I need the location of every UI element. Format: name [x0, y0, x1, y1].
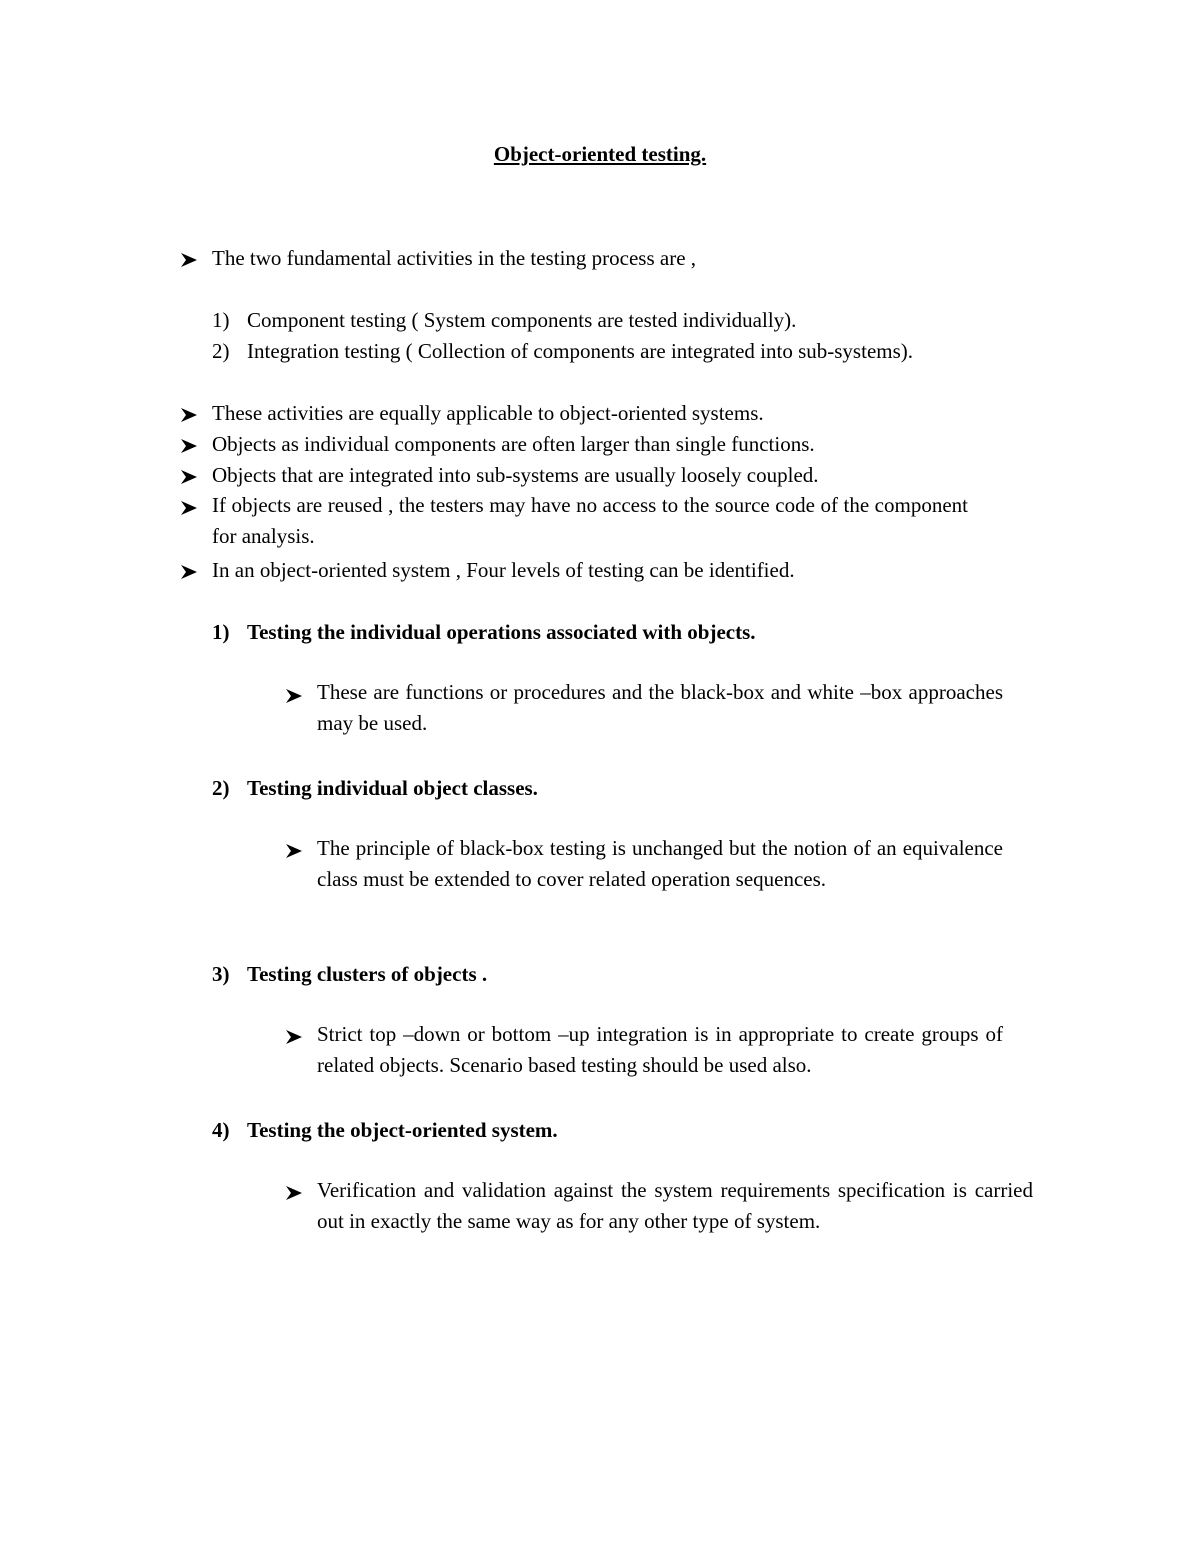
- level-heading: Testing individual object classes.: [247, 776, 538, 800]
- arrow-bullet-icon: [180, 406, 198, 424]
- activity-number: 2): [212, 339, 230, 363]
- activity-text: Integration testing ( Collection of components are integrated into sub-systems).: [247, 339, 914, 363]
- bullet-text: Objects that are integrated into sub-systems are usually loosely coupled.: [212, 463, 819, 487]
- page-title: Object-oriented testing.: [493, 142, 707, 166]
- activity-number: 1): [212, 308, 230, 332]
- level-number: 1): [212, 620, 230, 644]
- arrow-bullet-icon: [180, 437, 198, 455]
- level-detail: Verification and validation against the system requirements specification is carried out in exactly the same way as for any other type of system.: [317, 1178, 1033, 1233]
- level-number: 2): [212, 776, 230, 800]
- activity-text: Component testing ( System components are tested individually).: [247, 308, 797, 332]
- arrow-bullet-icon: [180, 251, 198, 269]
- level-number: 3): [212, 962, 230, 986]
- bullet-text: These activities are equally applicable to object-oriented systems.: [212, 401, 764, 425]
- arrow-bullet-icon: [285, 1028, 303, 1046]
- bullet-text: Objects as individual components are often larger than single functions.: [212, 432, 815, 456]
- arrow-bullet-icon: [180, 468, 198, 486]
- level-heading: Testing the object-oriented system.: [247, 1118, 558, 1142]
- arrow-bullet-icon: [180, 563, 198, 581]
- arrow-bullet-icon: [180, 499, 198, 517]
- level-number: 4): [212, 1118, 230, 1142]
- level-detail: These are functions or procedures and the black-box and white –box approaches may be used.: [317, 680, 1003, 735]
- intro-bullet-text: The two fundamental activities in the testing process are ,: [212, 246, 697, 270]
- level-heading: Testing the individual operations associated with objects.: [247, 620, 756, 644]
- arrow-bullet-icon: [285, 1184, 303, 1202]
- arrow-bullet-icon: [285, 842, 303, 860]
- level-detail: The principle of black-box testing is unchanged but the notion of an equivalence class must be extended to cover related operation sequences.: [317, 836, 1003, 891]
- level-detail: Strict top –down or bottom –up integration is in appropriate to create groups of related objects. Scenario based testing should be used also.: [317, 1022, 1003, 1077]
- bullet-text: In an object-oriented system , Four levels of testing can be identified.: [212, 558, 795, 582]
- level-heading: Testing clusters of objects .: [247, 962, 488, 986]
- bullet-text: If objects are reused , the testers may have no access to the source code of the component for analysis.: [212, 493, 968, 548]
- arrow-bullet-icon: [285, 687, 303, 705]
